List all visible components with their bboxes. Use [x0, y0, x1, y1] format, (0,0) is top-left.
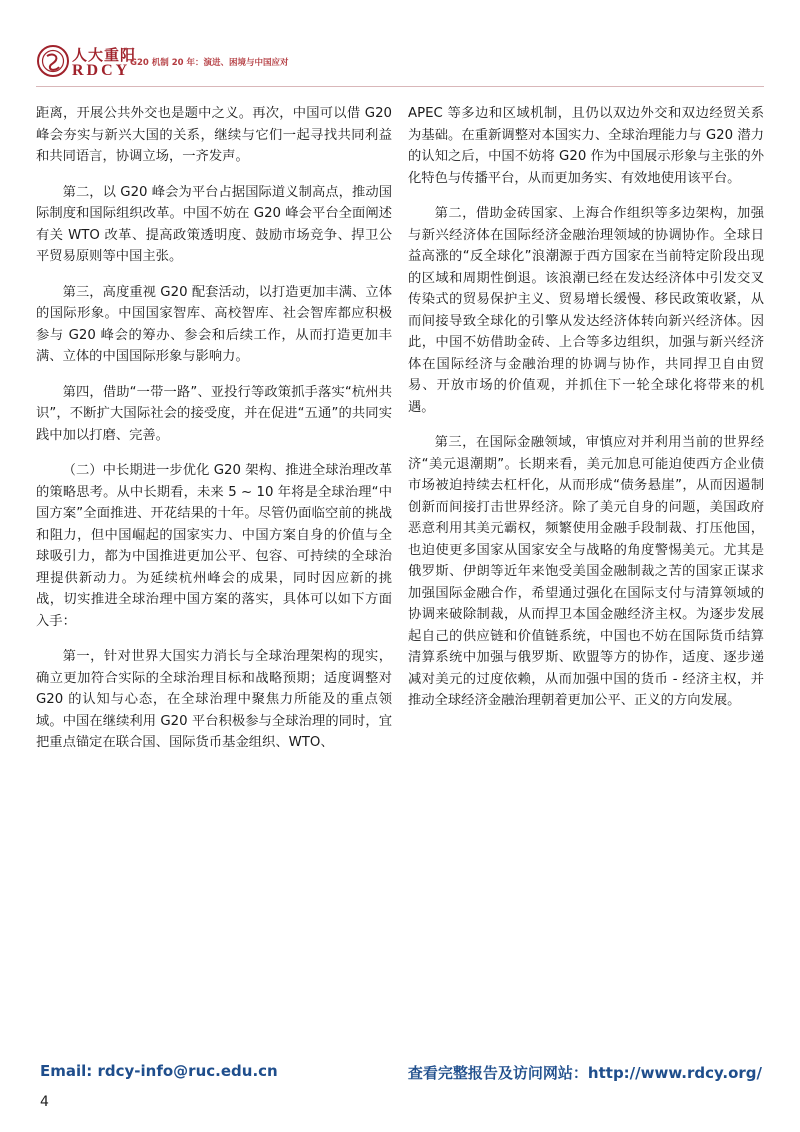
paragraph: 距离，开展公共外交也是题中之义。再次，中国可以借 G20 峰会夯实与新兴大国的关系，继续与它们一起寻找共同利益和共同语言，协调立场，一齐发声。 — [36, 106, 392, 164]
paragraph: 第三，高度重视 G20 配套活动，以打造更加丰满、立体的国际形象。中国国家智库、高校智库、社会智库都应积极参与 G20 峰会的筹办、参会和后续工作，从而打造更加丰满、立体的中国国际形象与影响力。 — [36, 284, 392, 364]
footer-website-link[interactable]: 查看完整报告及访问网站：http://www.rdcy.org/ — [407, 1064, 762, 1082]
paragraph: （二）中长期进一步优化 G20 架构、推进全球治理改革的策略思考。从中长期看，未来 5 ~ 10 年将是全球治理“中国方案”全面推进、开花结果的十年。尽管仍面临空前的挑战和阻力，但中国崛起的国家实力、中国方案自身的价值与全球吸引力，都为中国推进更加公平、包容、可持续的全球治理提供新动力。为延续杭州峰会的成果，同时因应新的挑战，切实推进全球治理中国方案的落实，具体可以如下方面入手： — [36, 463, 392, 629]
running-header-title: G20 机制 20 年：演进、困境与中国应对 — [130, 58, 289, 68]
paragraph: 第三，在国际金融领域，审慎应对并利用当前的世界经济“美元退潮期”。长期来看，美元加息可能迫使西方企业债市场被迫持续去杠杆化，从而形成“债务悬崖”，从而因遏制创新而间接打击世界经济。除了美元自身的问题，美国政府恶意利用其美元霸权，频繁使用金融手段制裁、打压他国，也迫使更多国家从国家安全与战略的角度警惕美元。尤其是俄罗斯、伊朗等近年来饱受美国金融制裁之苦的国家正谋求加强国际金融合作，希望通过强化在国际支付与清算领域的协调来破除制裁，从而捍卫本国金融经济主权。为逐步发展起自己的供应链和价值链系统，中国也不妨在国际货币结算清算系统中加强与俄罗斯、欧盟等方的协作，适度、逐步递减对美元的过度依赖，从而加强中国的货币 - 经济主权，并推动全球经济金融治理朝着更加公平、正义的方向发展。 — [408, 435, 764, 708]
paragraph: 第一，针对世界大国实力消长与全球治理架构的现实，确立更加符合实际的全球治理目标和战略预期；适度调整对 G20 的认知与心态，在全球治理中聚焦力所能及的重点领域。中国在继续利用 G20 平台积极参与全球治理的同时，宜把重点锚定在联合国、国际货币基金组织、WTO、 — [36, 649, 392, 750]
footer-email-link[interactable]: Email: rdcy-info@ruc.edu.cn — [40, 1062, 278, 1080]
header-divider — [36, 86, 764, 87]
paragraph: 第二，以 G20 峰会为平台占据国际道义制高点，推动国际制度和国际组织改革。中国不妨在 G20 峰会平台全面阐述有关 WTO 改革、提高政策透明度、鼓励市场竞争、捍卫公平贸易原则等中国主张。 — [36, 184, 392, 264]
paragraph: 第二，借助金砖国家、上海合作组织等多边架构，加强与新兴经济体在国际经济金融治理领域的协调协作。全球日益高涨的“反全球化”浪潮源于西方国家在当前特定阶段出现的区域和周期性倒退。该浪潮已经在发达经济体中引发交叉传染式的贸易保护主义、贸易增长缓慢、移民政策收紧，从而间接导致全球化的引擎从发达经济体转向新兴经济体。因此，中国不妨借助金砖、上合等多边组织，加强与新兴经济体在国际经济与金融治理的协调与协作，共同捍卫自由贸易、开放市场的价值观，并抓住下一轮全球化将带来的机遇。 — [408, 206, 764, 415]
right-column — [408, 103, 764, 726]
page-number: 4 — [40, 1094, 49, 1110]
paragraph: 第四，借助“一带一路”、亚投行等政策抓手落实“杭州共识”，不断扩大国际社会的接受度，并在促进“五通”的共同实践中加以打磨、完善。 — [36, 384, 392, 443]
logo-english-name: RDCY — [72, 62, 131, 79]
page-header — [0, 0, 800, 80]
logo-chinese-name: 人大重阳 — [72, 46, 137, 64]
left-column — [36, 103, 392, 768]
page-footer — [40, 1062, 762, 1086]
rdcy-logo-icon — [36, 44, 70, 78]
paragraph: APEC 等多边和区域机制，且仍以双边外交和双边经贸关系为基础。在重新调整对本国实力、全球治理能力与 G20 潜力的认知之后，中国不妨将 G20 作为中国展示形象与主张的外化特色与传播平台，从而更加务实、有效地使用该平台。 — [408, 106, 764, 186]
